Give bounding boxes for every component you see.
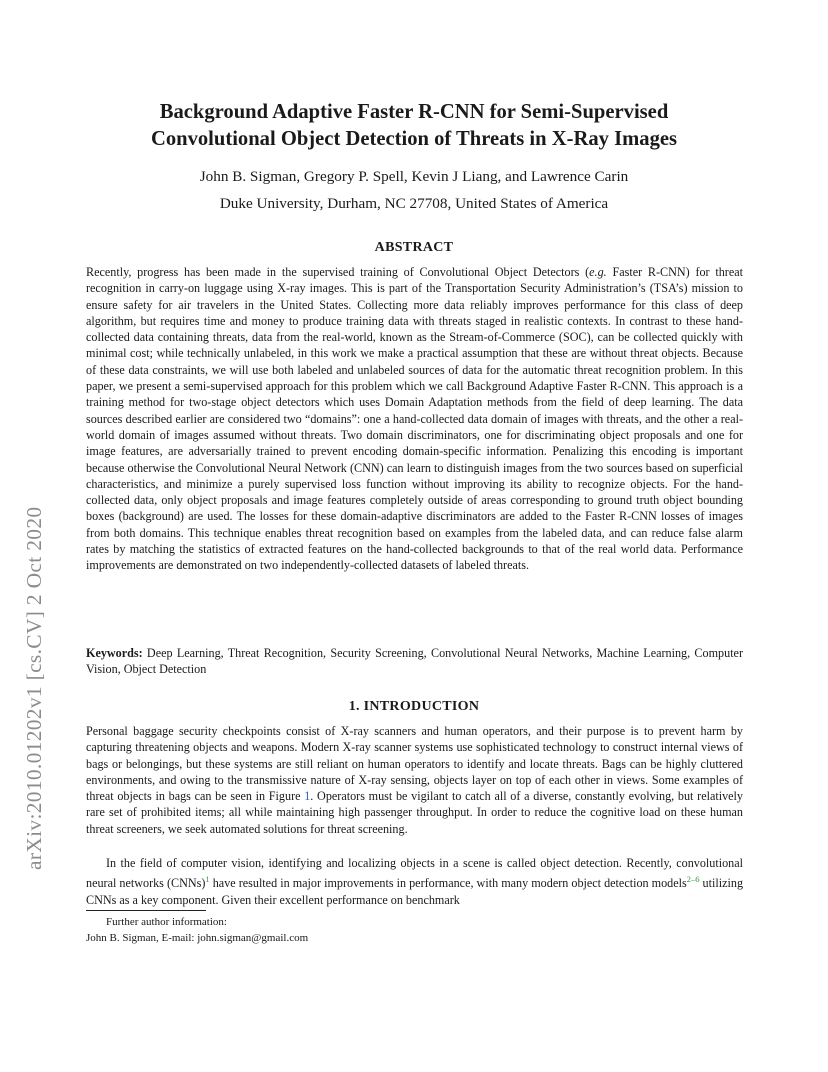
abstract-eg: e.g. [589, 265, 607, 279]
introduction-paragraph-2 [86, 855, 743, 908]
keywords-label: Keywords: [86, 646, 143, 660]
abstract-body [86, 264, 743, 574]
title-line-2: Convolutional Object Detection of Threats in X-Ray Images [150, 128, 678, 150]
citation-link-1[interactable]: 1 [205, 874, 210, 885]
citation-link-2-6[interactable]: 2–6 [686, 874, 700, 885]
keywords-paragraph [86, 645, 743, 678]
figure-1-link[interactable]: 1 [304, 789, 311, 804]
arxiv-identifier: arXiv:2010.01202v1 [cs.CV] 2 Oct 2020 [22, 506, 46, 870]
introduction-paragraph-1 [86, 723, 743, 837]
introduction-heading: 1. INTRODUCTION [348, 699, 480, 714]
affiliation: Duke University, Durham, NC 27708, United States of America [219, 195, 609, 212]
abstract-heading: ABSTRACT [374, 240, 454, 255]
footnote-line-2: John B. Sigman, E-mail: john.sigman@gmail.com [86, 932, 309, 944]
footnote-divider [86, 910, 206, 911]
author-list: John B. Sigman, Gregory P. Spell, Kevin J Liang, and Lawrence Carin [199, 168, 629, 185]
intro-p2-text-a: In the field of computer vision, identifying and localizing objects in a scene is called object detection. Recently, convolutional neural networks (CNNs) [86, 856, 743, 891]
intro-p1-text-b: . Operators must be vigilant to catch all of a diverse, constantly evolving, but relatively rare set of prohibited items; all while maintaining high passenger throughput. In order to reduce the cognitive load on these human threat screeners, we seek automated solutions for threat screening. [86, 789, 743, 836]
paper-title [60, 99, 768, 153]
footnote-line-1: Further author information: [106, 916, 227, 928]
intro-p1-text-a: Personal baggage security checkpoints consist of X-ray scanners and human operators, and their purpose is to prevent harm by capturing threatening objects and weapons. Modern X-ray scanner systems use sophisticated technology to construct internal views of bags or belongings, but these systems are still reliant on human operators to identify and locate threats. Bags can be highly cluttered environments, and owing to the transmissive nature of X-ray sensing, objects layer on top of each other in views. Some examples of threat objects in bags can be seen in Figure [86, 724, 743, 804]
keywords-text: Deep Learning, Threat Recognition, Security Screening, Convolutional Neural Networks, Machine Learning, Computer Vision, Object Detection [86, 646, 743, 677]
abstract-text: Faster R-CNN) for threat recognition in carry-on luggage using X-ray images. This is part of the Transportation Security Administration’s (TSA’s) mission to ensure safety for air travelers in the United States. Collecting more data reliably improves performance for this class of deep algorithm, but requires time and money to produce training data with threats staged in realistic contexts. In contrast to these hand-collected data containing threats, data from the real-world, known as the Stream-of-Commerce (SOC), can be collected quickly with minimal cost; while technically unlabeled, in this work we make a practical assumption that these are without threat objects. Because of these data constraints, we will use both labeled and unlabeled sources of data for the automatic threat recognition problem. In this paper, we present a semi-supervised approach for this problem which we call Background Adaptive Faster R-CNN. This approach is a training method for two-stage object detectors which uses Domain Adaptation methods from the field of deep learning. The data sources described earlier are considered two “domains”: one a hand-collected data domain of images with threats, and the other a real-world domain of images assumed without threats. Two domain discriminators, one for discriminating object proposals and one for image features, are adversarially trained to prevent encoding domain-specific information. Penalizing this encoding is important because otherwise the Convolutional Neural Network (CNN) can learn to distinguish images from the two sources based on superficial characteristics, and minimize a purely supervised loss function without improving its ability to recognize objects. For the hand-collected data, only object proposals and image features completely outside of areas corresponding to ground truth object bounding boxes (background) are used. The losses for these domain-adaptive discriminators are added to the Faster R-CNN losses of images from both domains. This technique enables threat recognition based on examples from the labeled data, and can reduce false alarm rates by matching the statistics of extracted features on the hand-collected backgrounds to that of the real world data. Performance improvements are demonstrated on two independently-collected datasets of labeled threats. [86, 265, 743, 573]
title-line-1: Background Adaptive Faster R-CNN for Semi-Supervised [159, 101, 669, 123]
intro-p2-text-b: have resulted in major improvements in performance, with many modern object detection models [209, 876, 687, 891]
abstract-lead: Recently, progress has been made in the supervised training of Convolutional Object Detectors ( [86, 265, 590, 279]
intro-p2-text-c: utilizing CNNs as a key component. Given their excellent performance on benchmark [86, 876, 744, 907]
